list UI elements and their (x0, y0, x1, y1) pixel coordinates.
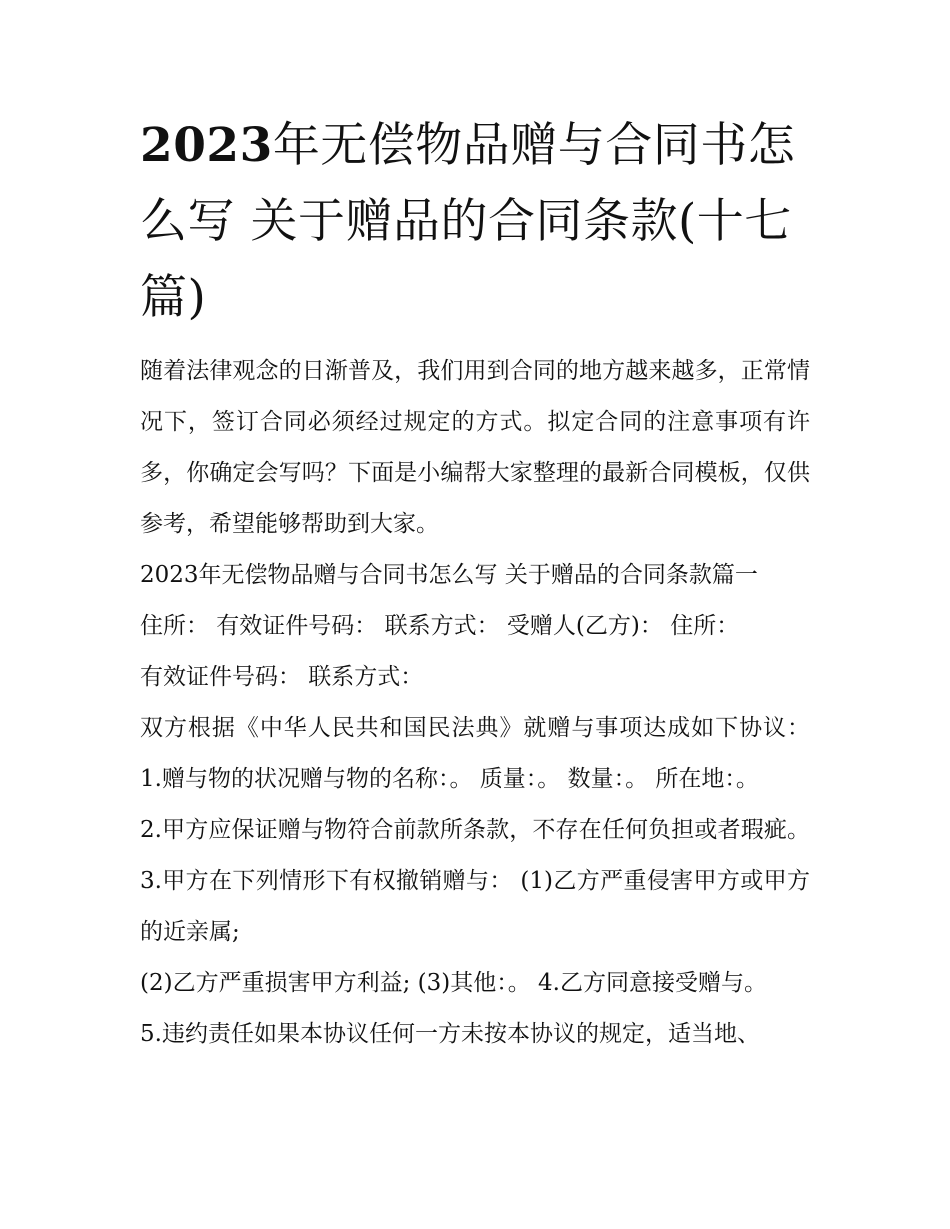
clause-2-3: 2.甲方应保证赠与物符合前款所条款，不存在任何负担或者瑕疵。 3.甲方在下列情形下有权撤销赠与： (1)乙方严重侵害甲方或甲方的近亲属; (140, 817, 810, 945)
intro-paragraph: 随着法律观念的日渐普及，我们用到合同的地方越来越多，正常情况下，签订合同必须经过规定的方式。拟定合同的注意事项有许多，你确定会写吗？下面是小编帮大家整理的最新合同模板，仅供参考，希望能够帮助到大家。 (140, 358, 810, 537)
title-text: 年无偿物品赠与合同书怎么写 关于赠品的合同条款(十七篇) (140, 118, 796, 325)
clause-1: 双方根据《中华人民共和国民法典》就赠与事项达成如下协议： 1.赠与物的状况赠与物的名称：。 质量：。 数量：。 所在地：。 (140, 715, 810, 792)
donor-info-line: 住所： 有效证件号码： 联系方式： 受赠人(乙方)： 住所： (140, 613, 740, 639)
donee-info-line: 有效证件号码： 联系方式： (140, 664, 424, 690)
document-body (140, 346, 810, 1060)
section-heading: 2023年无偿物品赠与合同书怎么写 关于赠品的合同条款篇一 (140, 562, 758, 588)
clause-3-4: (2)乙方严重损害甲方利益; (3)其他：。 4.乙方同意接受赠与。 (140, 970, 767, 996)
title-year: 2023 (140, 118, 273, 173)
clause-5: 5.违约责任如果本协议任何一方未按本协议的规定，适当地、 (140, 1021, 760, 1047)
document-title (140, 108, 810, 336)
document-page (140, 108, 810, 1060)
